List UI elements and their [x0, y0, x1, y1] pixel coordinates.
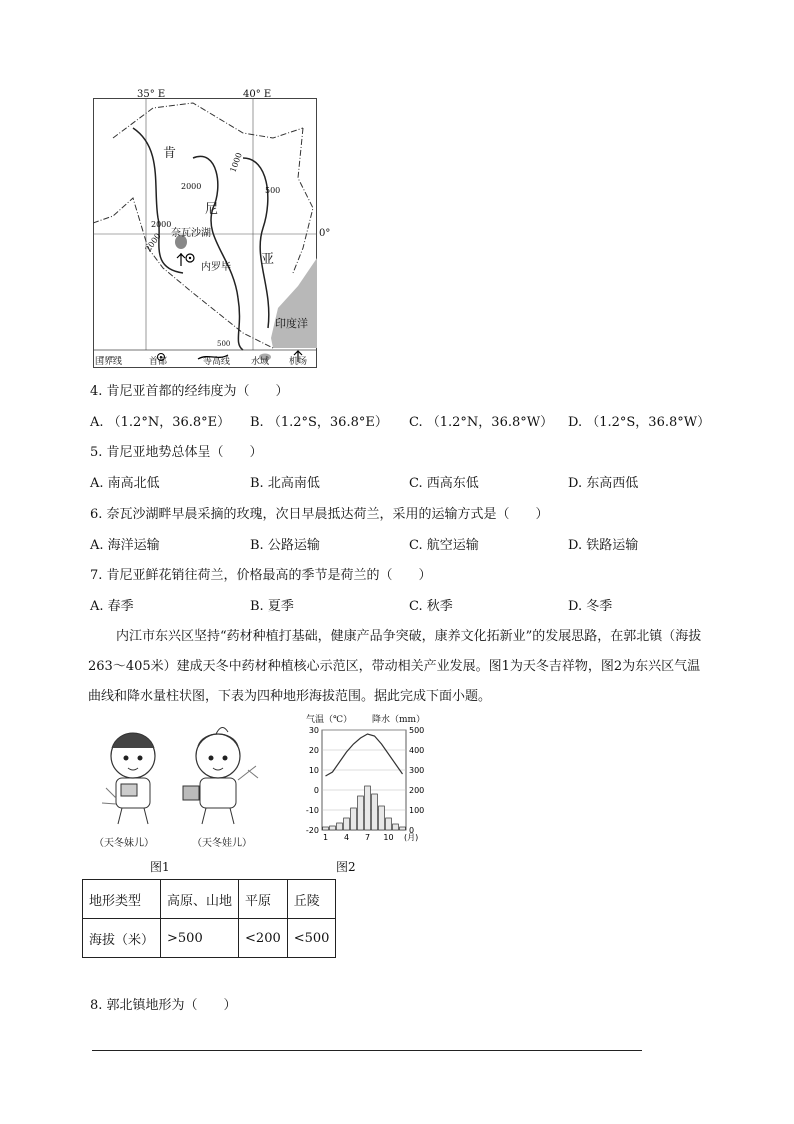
q7-stem: 7. 肯尼亚鲜花销往荷兰，价格最高的季节是荷兰的（ ）	[90, 568, 432, 583]
contour-label-2000b: 2000	[151, 220, 172, 229]
table-row	[83, 919, 336, 958]
lon-label-35: 35° E	[137, 89, 166, 100]
contour-label-1000: 1000	[228, 151, 244, 174]
temp-tick-label: 30	[308, 726, 319, 735]
q4-stem: 4. 肯尼亚首都的经纬度为（ ）	[90, 384, 289, 399]
precip-bar	[358, 796, 364, 830]
country-char-2: 尼	[205, 202, 219, 217]
temp-axis-title: 气温（℃）	[306, 715, 353, 725]
precip-tick-label: 100	[409, 806, 425, 815]
border-north	[113, 103, 303, 138]
lat-label: 0°	[319, 228, 331, 239]
q7-option-a[interactable]: A. 春季	[90, 599, 134, 614]
q6-option-a[interactable]: A. 海洋运输	[90, 538, 160, 553]
table-cell: <500	[287, 919, 336, 958]
precip-bar	[372, 794, 378, 830]
q6-option-b[interactable]: B. 公路运输	[250, 538, 320, 553]
q6-stem: 6. 奈瓦沙湖畔早晨采摘的玫瑰，次日早晨抵达荷兰，采用的运输方式是（ ）	[90, 507, 549, 522]
q7-option-b[interactable]: B. 夏季	[250, 599, 294, 614]
capital-label: 内罗毕	[201, 262, 231, 273]
month-tick-label: 4	[343, 833, 350, 842]
precip-tick-label: 400	[409, 746, 425, 755]
lon-label-40: 40° E	[243, 89, 272, 100]
q7-option-c[interactable]: C. 秋季	[409, 599, 453, 614]
temp-tick-label: 0	[313, 786, 319, 795]
legend-water: 水域	[251, 357, 270, 367]
bottom-rule	[92, 1050, 642, 1051]
q5-option-c[interactable]: C. 西高东低	[409, 476, 479, 491]
contour-500	[243, 158, 269, 328]
terrain-table	[82, 879, 336, 958]
precip-bar	[337, 823, 343, 830]
legend-contour-value: 500	[217, 340, 231, 348]
plot-frame	[322, 730, 406, 830]
temperature-line	[326, 734, 403, 776]
month-tick-label: 10	[383, 833, 394, 842]
contour-label-2000a: 2000	[181, 182, 202, 191]
table-header-cell: 丘陵	[287, 880, 336, 919]
mascot-girl-label: （天冬妹儿）	[94, 838, 154, 849]
kenya-map	[93, 86, 333, 370]
mascot-illustration	[88, 718, 288, 838]
airport-symbol	[177, 253, 185, 266]
precip-bar	[330, 826, 336, 830]
legend-airport: 机场	[289, 357, 308, 367]
legend-border: 国界线	[95, 357, 123, 367]
table-header-row	[83, 880, 336, 919]
precip-bar	[400, 827, 406, 830]
x-axis-title: (月)	[404, 833, 419, 842]
country-char-1: 肯	[163, 146, 177, 161]
legend-contour: 等高线	[203, 357, 231, 367]
precip-bar	[323, 827, 329, 830]
figure2	[296, 712, 446, 852]
ocean-label: 印度洋	[275, 317, 308, 330]
border-east	[293, 128, 313, 273]
mascot-boy-label: （天冬娃儿）	[192, 838, 252, 849]
contour-label-2000c: 2000	[143, 231, 163, 254]
table-cell: >500	[161, 919, 239, 958]
passage-text: 内江市东兴区坚持“药材种植打基础，健康产品争突破，康养文化拓新业”的发展思路，在郭北镇（海拔263～405米）建成天冬中药材种植核心示范区，带动相关产业发展。图1为天冬吉祥物，图2为东兴区气温曲线和降水量柱状图，下表为四种地形海拔范围。据此完成下面小题。	[88, 629, 702, 704]
q4-option-d[interactable]: D. （1.2°S，36.8°W）	[568, 415, 711, 430]
table-header-cell: 高原、山地	[161, 880, 239, 919]
legend-capital: 首都	[149, 357, 168, 367]
month-tick-label: 1	[322, 833, 329, 842]
q7-option-d[interactable]: D. 冬季	[568, 599, 613, 614]
contour-label-500: 500	[265, 186, 281, 195]
precip-bar	[393, 824, 399, 830]
precip-tick-label: 0	[409, 826, 415, 835]
month-tick-label: 7	[364, 833, 371, 842]
q5-stem: 5. 肯尼亚地势总体呈（ ）	[90, 445, 263, 460]
precip-tick-label: 300	[409, 766, 425, 775]
q5-option-a[interactable]: A. 南高北低	[90, 476, 160, 491]
temp-tick-label: 20	[308, 746, 319, 755]
passage	[88, 622, 708, 712]
temp-tick-label: 10	[308, 766, 319, 775]
precip-bar	[379, 806, 385, 830]
figure2-caption: 图2	[336, 860, 356, 874]
q6-option-d[interactable]: D. 铁路运输	[568, 538, 639, 553]
climate-chart	[296, 724, 446, 852]
table-cell: <200	[239, 919, 288, 958]
q4-option-a[interactable]: A. （1.2°N，36.8°E）	[90, 415, 231, 430]
precip-bar	[344, 818, 350, 830]
precip-bar	[351, 808, 357, 830]
precip-tick-label: 200	[409, 786, 425, 795]
lake-label: 奈瓦沙湖	[171, 228, 211, 239]
country-char-3: 亚	[261, 252, 275, 267]
precip-axis-title: 降水（mm）	[372, 715, 426, 725]
table-header-cell: 平原	[239, 880, 288, 919]
precip-tick-label: 500	[409, 726, 425, 735]
figure1-caption: 图1	[150, 860, 170, 874]
q4-option-b[interactable]: B. （1.2°S，36.8°E）	[250, 415, 388, 430]
q6-option-c[interactable]: C. 航空运输	[409, 538, 479, 553]
indian-ocean-area	[271, 258, 317, 348]
table-header-cell: 地形类型	[83, 880, 161, 919]
q4-option-c[interactable]: C. （1.2°N，36.8°W）	[409, 415, 554, 430]
precip-bar	[365, 786, 371, 830]
table-cell: 海拔（米）	[83, 919, 161, 958]
temp-tick-label: -20	[305, 826, 319, 835]
precip-bar	[386, 818, 392, 830]
q8-stem: 8. 郭北镇地形为（ ）	[90, 998, 237, 1013]
figure1	[88, 718, 288, 858]
q5-option-d[interactable]: D. 东高西低	[568, 476, 639, 491]
q5-option-b[interactable]: B. 北高南低	[250, 476, 320, 491]
temp-tick-label: -10	[305, 806, 319, 815]
